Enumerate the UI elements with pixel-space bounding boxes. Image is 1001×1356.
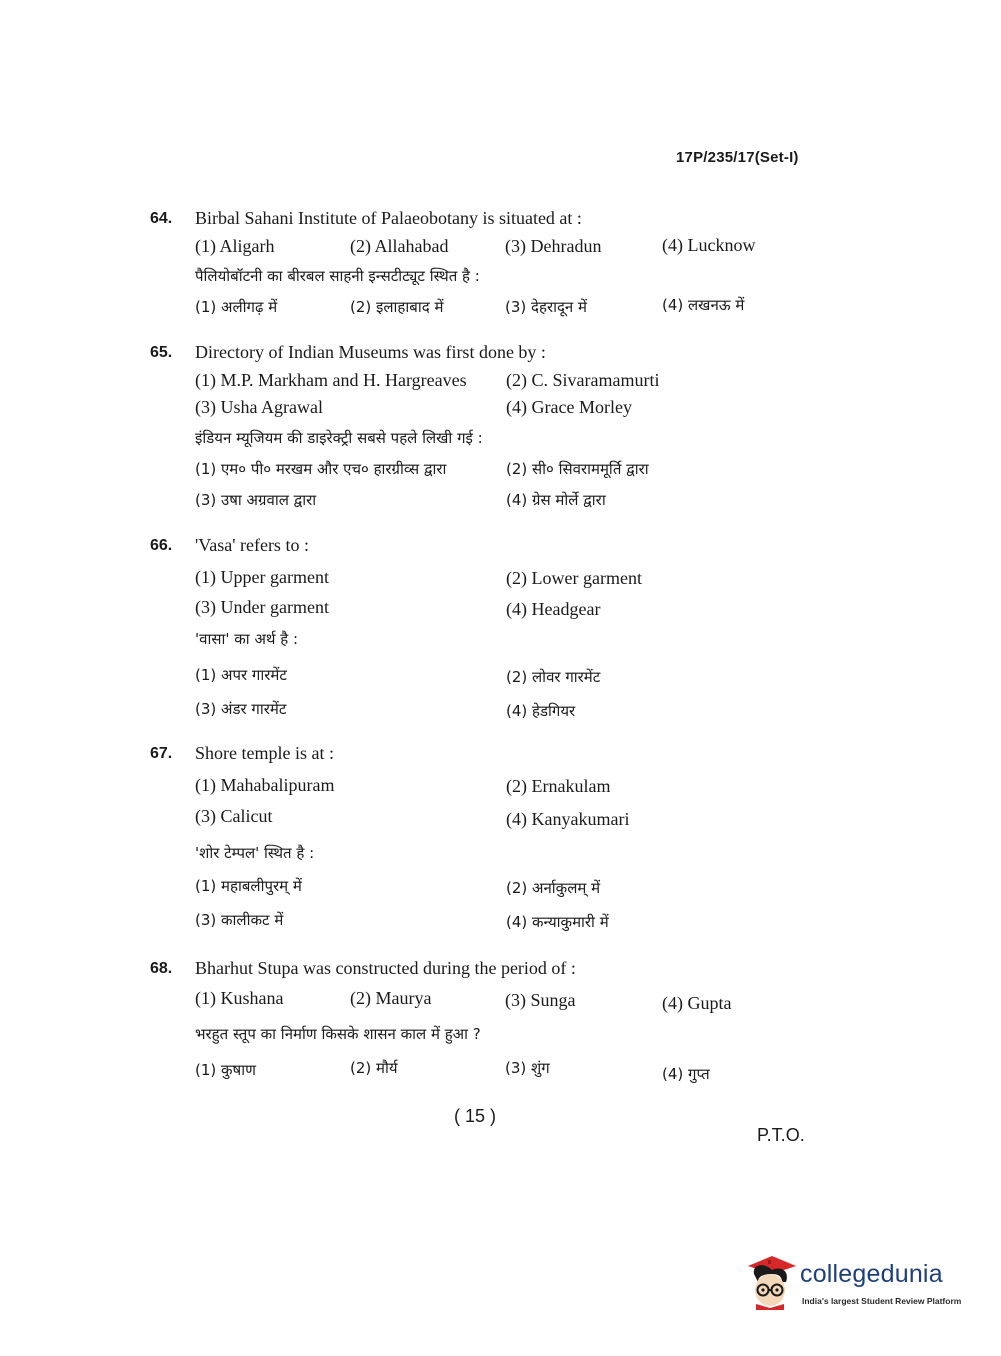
page-number: ( 15 ) <box>454 1106 497 1126</box>
question-number: 67. <box>150 745 173 762</box>
option-1-hi: (1) कुषाण <box>195 1061 256 1079</box>
question-number: 64. <box>150 210 173 227</box>
brand-name: collegedunia <box>800 1260 943 1288</box>
option-2-en: (2) Lower garment <box>506 568 642 588</box>
question-text-en: Birbal Sahani Institute of Palaeobotany is situated at : <box>195 208 582 228</box>
question-text-hi: 'शोर टेम्पल' स्थित है : <box>195 844 315 862</box>
option-2-hi: (2) अर्नाकुलम् में <box>506 879 601 897</box>
option-1-en: (1) Aligarh <box>195 236 275 256</box>
option-2-en: (2) Maurya <box>350 988 432 1008</box>
question-text-en: 'Vasa' refers to : <box>195 535 309 555</box>
option-3-en: (3) Under garment <box>195 597 329 617</box>
option-4-hi: (4) कन्याकुमारी में <box>506 913 609 931</box>
option-1-en: (1) M.P. Markham and H. Hargreaves <box>195 370 467 390</box>
option-2-en: (2) C. Sivaramamurti <box>506 370 660 390</box>
option-1-hi: (1) एम० पी० मरखम और एच० हारग्रीव्स द्वारा <box>195 460 447 478</box>
option-4-hi: (4) गुप्त <box>662 1065 710 1083</box>
option-1-hi: (1) महाबलीपुरम् में <box>195 877 302 895</box>
option-4-en: (4) Grace Morley <box>506 397 632 417</box>
option-4-hi: (4) लखनऊ में <box>662 296 745 314</box>
option-4-en: (4) Gupta <box>662 993 732 1013</box>
option-2-hi: (2) इलाहाबाद में <box>350 298 444 316</box>
option-2-en: (2) Ernakulam <box>506 776 611 796</box>
option-4-hi: (4) हेडगियर <box>506 702 576 720</box>
question-number: 68. <box>150 960 173 977</box>
question-text-hi: भरहुत स्तूप का निर्माण किसके शासन काल में हुआ ? <box>195 1025 481 1043</box>
option-1-en: (1) Upper garment <box>195 567 329 587</box>
paper-code: 17P/235/17(Set-I) <box>676 149 799 166</box>
option-2-hi: (2) लोवर गारमेंट <box>506 668 601 686</box>
option-2-hi: (2) मौर्य <box>350 1059 398 1077</box>
option-2-hi: (2) सी० सिवराममूर्ति द्वारा <box>506 460 649 478</box>
collegedunia-branding[interactable] <box>742 1252 972 1312</box>
option-3-hi: (3) उषा अग्रवाल द्वारा <box>195 491 317 509</box>
student-mascot-icon <box>742 1252 798 1310</box>
option-3-hi: (3) कालीकट में <box>195 911 284 929</box>
option-3-en: (3) Sunga <box>505 990 576 1010</box>
option-3-hi: (3) देहरादून में <box>505 298 587 316</box>
question-text-en: Shore temple is at : <box>195 743 334 763</box>
option-1-hi: (1) अलीगढ़ में <box>195 298 278 316</box>
question-text-hi: 'वासा' का अर्थ है : <box>195 630 299 648</box>
option-1-hi: (1) अपर गारमेंट <box>195 666 287 684</box>
question-text-hi: पैलियोबॉटनी का बीरबल साहनी इन्सटीट्यूट स्थित है : <box>195 267 480 285</box>
question-text-en: Bharhut Stupa was constructed during the period of : <box>195 958 576 978</box>
option-1-en: (1) Mahabalipuram <box>195 775 335 795</box>
question-text-hi: इंडियन म्यूजियम की डाइरेक्ट्री सबसे पहले लिखी गई : <box>195 429 483 447</box>
option-4-en: (4) Headgear <box>506 599 601 619</box>
brand-tagline: India's largest Student Review Platform <box>802 1296 962 1306</box>
pto-label: P.T.O. <box>757 1125 805 1145</box>
option-3-en: (3) Calicut <box>195 806 273 826</box>
option-4-en: (4) Lucknow <box>662 235 756 255</box>
option-3-en: (3) Usha Agrawal <box>195 397 323 417</box>
question-number: 65. <box>150 344 173 361</box>
question-text-en: Directory of Indian Museums was first done by : <box>195 342 546 362</box>
option-2-en: (2) Allahabad <box>350 236 449 256</box>
option-4-hi: (4) ग्रेस मोर्ले द्वारा <box>506 491 606 509</box>
option-1-en: (1) Kushana <box>195 988 284 1008</box>
question-number: 66. <box>150 537 173 554</box>
option-3-hi: (3) अंडर गारमेंट <box>195 700 287 718</box>
option-3-hi: (3) शुंग <box>505 1059 550 1077</box>
option-3-en: (3) Dehradun <box>505 236 602 256</box>
option-4-en: (4) Kanyakumari <box>506 809 630 829</box>
